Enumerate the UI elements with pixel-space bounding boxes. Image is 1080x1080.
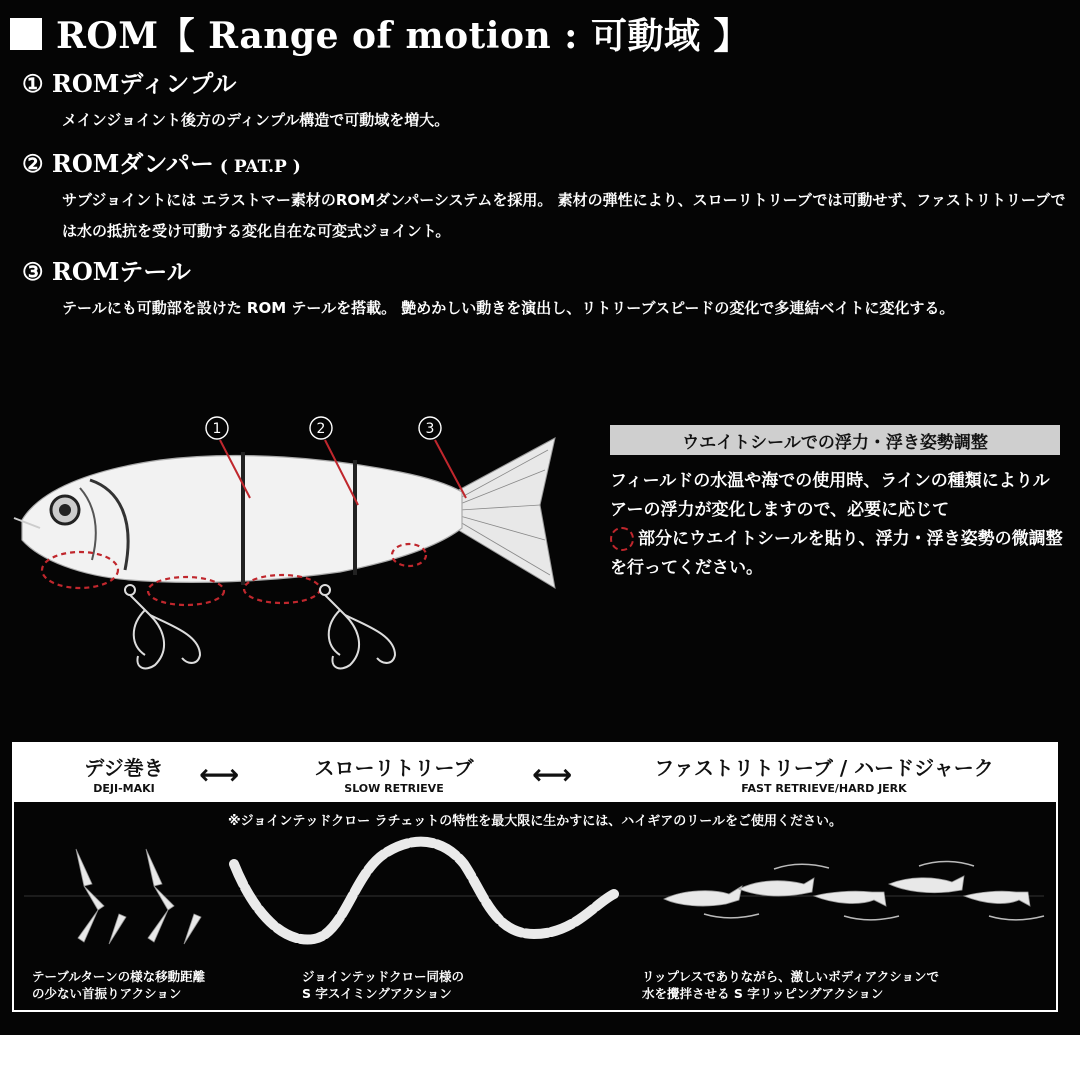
section-body: サブジョイントには エラストマー素材のROMダンパーシステムを採用。 素材の弾性により、スローリトリーブでは可動せず、ファストリトリーブでは水の抵抗を受け可動する変化自在な可変式ジョイント。 [62,191,1066,240]
desc-slow-retrieve: ジョインテッドクロー同様の S 字スイミングアクション [302,969,465,1001]
lure-illustration [0,410,600,690]
marker-2-label: 2 [316,421,326,437]
double-arrow-icon: ⟷ [199,758,240,791]
mode-fast-retrieve: ファストリトリーブ / ハードジャーク FAST RETRIEVE/HARD JERK [654,756,994,795]
section-rom-dimple [22,64,1072,136]
section-heading [22,64,1072,99]
section-body: テールにも可動部を設けた ROM テールを搭載。 艶めかしい動きを演出し、リトリーブスピードの変化で多連結ベイトに変化する。 [62,299,955,317]
section-heading-text: ③ ROMテール [22,257,191,286]
mode-deji-maki: デジ巻き DEJI-MAKI [84,756,164,795]
section-heading [22,144,1072,179]
tail-fin [455,438,555,588]
weight-seal-description [610,467,1065,583]
mode-slow-retrieve: スローリトリーブ SLOW RETRIEVE [314,756,474,795]
double-arrow-icon: ⟷ [532,758,573,791]
title-square-icon [10,18,42,50]
weight-seal-text-2: 部分にウエイトシールを貼り、浮力・浮き姿勢の微調整を行ってください。 [610,529,1063,578]
title-row [10,8,750,59]
section-heading-text: ① ROMディンプル [22,69,237,98]
fast-retrieve-lures [664,876,1030,906]
section-rom-tail [22,252,1072,324]
patent-pending-label: ( PAT.P ) [219,157,301,177]
desc-fast-retrieve: リップレスでありながら、激しいボディアクションで 水を攪拌させる S 字リッピングアクション [642,969,940,1001]
desc-deji-maki: テーブルターンの様な移動距離 の少ない首振りアクション [32,969,206,1001]
marker-1-label: 1 [212,421,222,437]
retrieve-actions-panel [12,742,1058,1012]
action-diagram [14,834,1056,954]
section-heading [22,252,1072,287]
section-body: メインジョイント後方のディンプル構造で可動域を増大。 [62,111,450,129]
dashed-circle-icon [610,527,634,551]
slow-retrieve-s-curve [234,842,614,940]
section-heading-text: ② ROMダンパー [22,149,214,178]
retrieve-header [14,744,1056,802]
weight-seal-title: ウエイトシールでの浮力・浮き姿勢調整 [610,425,1060,455]
weight-seal-text-1: フィールドの水温や海での使用時、ラインの種類によりルアーの浮力が変化しますので、必要に応じて [610,471,1050,520]
marker-3-label: 3 [425,421,435,437]
page-title: ROM【 Range of motion : 可動域 】 [56,15,751,57]
high-gear-note: ※ジョインテッドクロー ラチェットの特性を最大限に生かすには、ハイギアのリールをご使用ください。 [228,814,842,829]
treble-hooks [125,585,395,668]
section-rom-damper [22,144,1072,247]
